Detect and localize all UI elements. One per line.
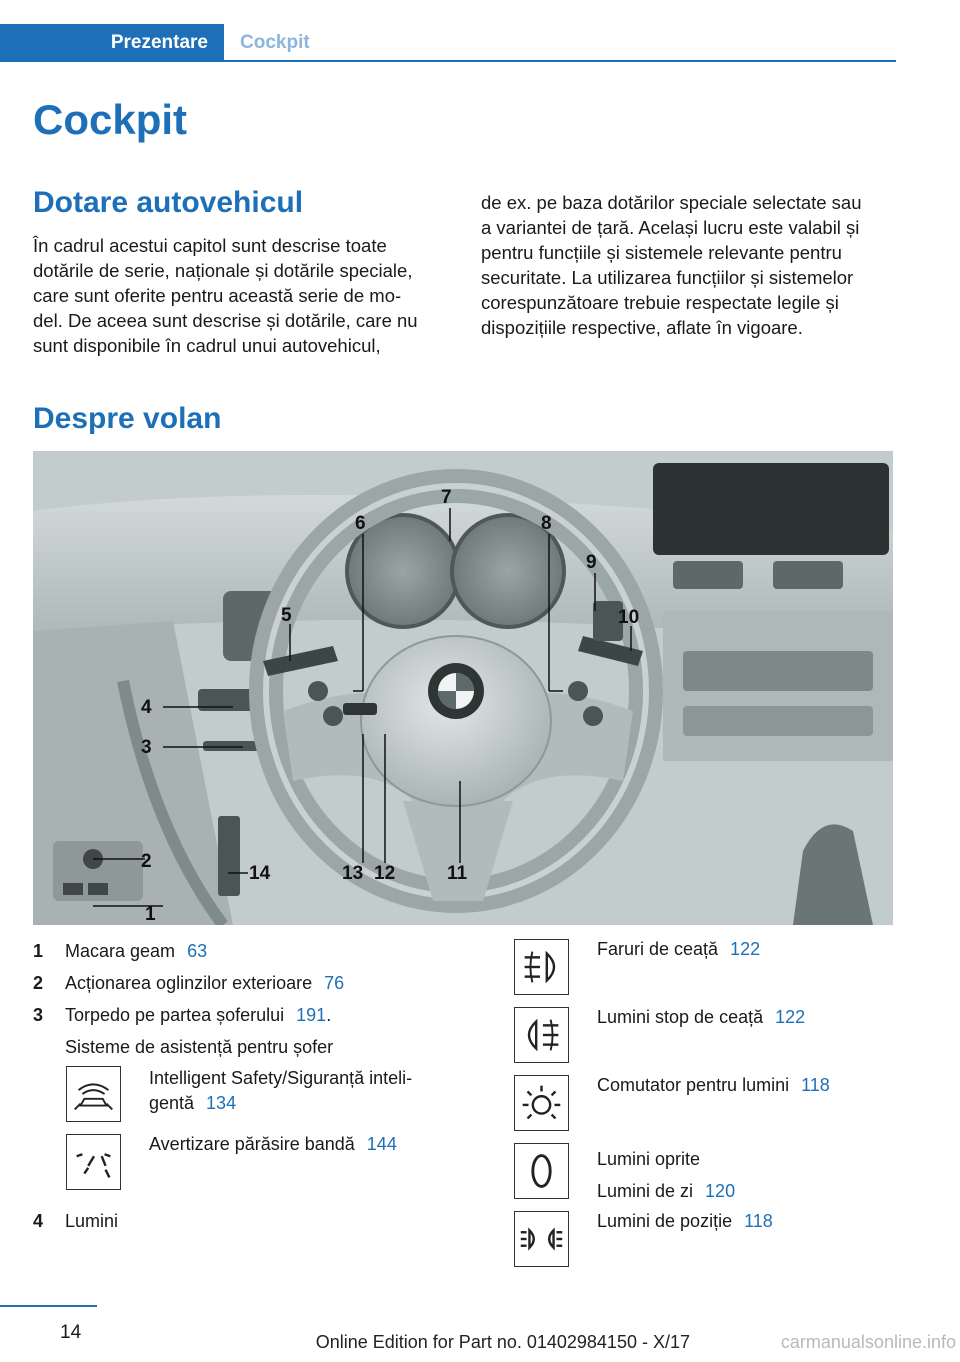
page-ref[interactable]: 118 (744, 1211, 773, 1231)
section-heading-dotare: Dotare autovehicul (33, 186, 304, 219)
display-screen (653, 463, 889, 555)
lane-departure-icon (66, 1134, 121, 1190)
callout-5: 5 (281, 605, 292, 626)
assist-item-safety (149, 1066, 449, 1116)
callout-7: 7 (441, 487, 452, 508)
edition-text: Online Edition for Part no. 01402984150 - X/17 (315, 1332, 690, 1352)
list-item (65, 941, 207, 962)
light-item-front-fog (597, 939, 760, 960)
list-item (65, 973, 344, 994)
item-label: Comutator pentru lumini (597, 1075, 790, 1095)
lights-off-icon (514, 1143, 569, 1199)
list-num: 3 (33, 1005, 44, 1025)
cockpit-illustration (33, 451, 893, 925)
item-label: Lumini stop de ceață (597, 1007, 764, 1027)
callout-11: 11 (447, 863, 468, 884)
intro-line: dotările de serie, naționale și dotările speciale, (33, 260, 413, 281)
callout-4: 4 (141, 697, 152, 718)
light-item-off (597, 1143, 735, 1207)
callout-8: 8 (541, 513, 552, 534)
item3-subheading: Sisteme de asistență pentru șofer (65, 1037, 334, 1057)
list-item: Torpedo pe partea șoferului 191. (65, 1005, 332, 1025)
intro-line: care sunt oferite pentru această serie de mo‐ (33, 285, 402, 306)
list-num: 2 (33, 973, 44, 993)
list-num: 4 (33, 1211, 44, 1231)
callout-2: 2 (141, 851, 152, 872)
page-ref[interactable]: 191 (296, 1005, 327, 1025)
item-label: gentă (149, 1093, 195, 1113)
intro-column-left (33, 233, 453, 358)
intro-line: În cadrul acestui capitol sunt descrise toate (33, 235, 387, 256)
light-item-parking (597, 1211, 773, 1232)
nav-divider (224, 60, 896, 62)
item-label: Lumini de zi (597, 1181, 694, 1201)
page-ref[interactable]: 120 (705, 1181, 736, 1201)
intro-line: securitate. La utilizarea funcțiilor și sistemelor (481, 267, 854, 288)
item-label: Faruri de ceață (597, 939, 719, 959)
intro-line: sunt disponibile în cadrul unui autovehicul, (33, 335, 381, 356)
intro-line: a variantei de țară. Același lucru este valabil și (481, 217, 860, 238)
callout-3: 3 (141, 737, 152, 758)
intro-line: del. De aceea sunt descrise și dotările, care nu (33, 310, 418, 331)
assist-item-lane (149, 1134, 397, 1155)
light-switch-icon (514, 1075, 569, 1131)
list-item: Lumini (65, 1211, 119, 1231)
footer-divider (0, 1305, 97, 1307)
intro-column-right (481, 190, 896, 340)
intro-line: dispozițiile respective, aflate în vigoare. (481, 317, 803, 338)
page-ref[interactable]: 118 (801, 1075, 830, 1095)
watermark: carmanualsonline.info (780, 1332, 956, 1352)
section-heading-volan: Despre volan (33, 402, 222, 435)
nav-tab-label: Cockpit (240, 32, 310, 53)
item-label: Torpedo pe partea șoferului (65, 1005, 285, 1025)
intelligent-safety-icon (66, 1066, 121, 1122)
rear-fog-light-icon (514, 1007, 569, 1063)
intro-line: de ex. pe baza dotărilor speciale selectate sau (481, 192, 862, 213)
page-ref[interactable]: 122 (775, 1007, 806, 1027)
front-fog-light-icon (514, 939, 569, 995)
callout-10: 10 (618, 607, 640, 628)
nav-tab-cockpit[interactable] (224, 24, 310, 62)
callout-13: 13 (342, 863, 364, 884)
callout-9: 9 (586, 552, 597, 573)
light-item-switch (597, 1075, 830, 1096)
page-ref[interactable]: 134 (206, 1093, 237, 1113)
callout-12: 12 (374, 863, 396, 884)
callout-6: 6 (355, 513, 366, 534)
page-ref[interactable]: 144 (366, 1134, 397, 1154)
item-label: Lumini oprite (597, 1149, 701, 1169)
page-ref[interactable]: 76 (324, 973, 345, 993)
page-ref[interactable]: 63 (187, 941, 208, 961)
item-label: Acționarea oglinzilor exterioare (65, 973, 313, 993)
item-label: Avertizare părăsire bandă (149, 1134, 355, 1154)
item-label: Lumini de poziție (597, 1211, 733, 1231)
page-number: 14 (60, 1322, 82, 1343)
cockpit-drawing (33, 451, 893, 925)
nav-tab-label: Prezentare (110, 32, 208, 53)
page-title: Cockpit (33, 96, 188, 143)
list-num: 1 (33, 941, 44, 961)
item-label: Macara geam (65, 941, 176, 961)
intro-line: corespunzătoare trebuie respectate legile și (481, 292, 839, 313)
callout-14: 14 (249, 863, 271, 884)
light-item-rear-fog (597, 1007, 805, 1028)
intro-line: pentru funcțiile și sistemele relevante pentru (481, 242, 842, 263)
page-ref[interactable]: 122 (730, 939, 761, 959)
nav-tab-prezentare[interactable] (0, 24, 224, 62)
parking-lights-icon (514, 1211, 569, 1267)
callout-1: 1 (145, 904, 156, 925)
item-label: Intelligent Safety/Siguranță inteli‐ (149, 1068, 413, 1088)
